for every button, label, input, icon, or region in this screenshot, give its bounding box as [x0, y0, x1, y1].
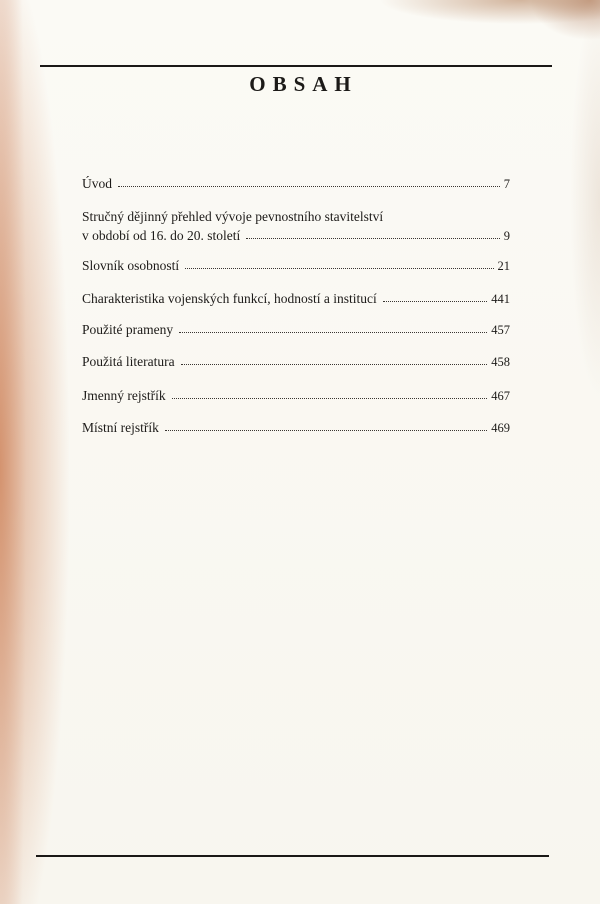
top-rule — [40, 65, 552, 67]
toc-entry-jmenny-rejstrik — [82, 386, 510, 406]
toc-entry-label: Místní rejstřík — [82, 420, 159, 435]
toc-entry-page: 441 — [491, 292, 510, 306]
toc-entry-label: Slovník osobností — [82, 258, 180, 273]
toc-entry-label: v období od 16. do 20. století — [82, 228, 241, 243]
toc-entry-label: Úvod — [82, 176, 112, 191]
page-title: OBSAH — [249, 72, 358, 96]
dot-leader — [165, 429, 487, 431]
bottom-rule — [36, 855, 549, 857]
toc-entry-uvod — [82, 174, 510, 194]
toc-entry-page: 458 — [491, 355, 510, 369]
toc-entry-page: 467 — [491, 389, 510, 403]
toc-entry-slovnik — [82, 256, 510, 276]
dot-leader — [181, 363, 488, 365]
toc-entry-charakteristika — [82, 289, 510, 309]
toc-entry-label: Charakteristika vojenských funkcí, hodností a institucí — [82, 291, 377, 306]
toc-entry-label: Použitá literatura — [82, 354, 175, 369]
toc-entry-page: 7 — [503, 177, 510, 191]
toc-entry-page: 9 — [503, 229, 510, 243]
toc-entry-label: Jmenný rejstřík — [82, 388, 166, 403]
dot-leader — [185, 267, 493, 269]
toc-entry-page: 469 — [491, 421, 510, 435]
dot-leader — [179, 331, 487, 333]
toc-entry-prameny — [82, 320, 510, 340]
dot-leader — [172, 397, 488, 399]
toc-entry-label-line1: Stručný dějinný přehled vývoje pevnostního stavitelství — [82, 209, 384, 224]
dot-leader — [383, 300, 488, 302]
toc-entry-page: 21 — [497, 259, 510, 273]
toc-entry-prehled — [82, 207, 510, 246]
toc-entry-mistni-rejstrik — [82, 418, 510, 438]
toc-entry-literatura — [82, 352, 510, 372]
dot-leader — [246, 237, 500, 239]
dot-leader — [118, 185, 500, 187]
toc-entry-label: Použité prameny — [82, 322, 174, 337]
toc-entry-page: 457 — [491, 323, 510, 337]
